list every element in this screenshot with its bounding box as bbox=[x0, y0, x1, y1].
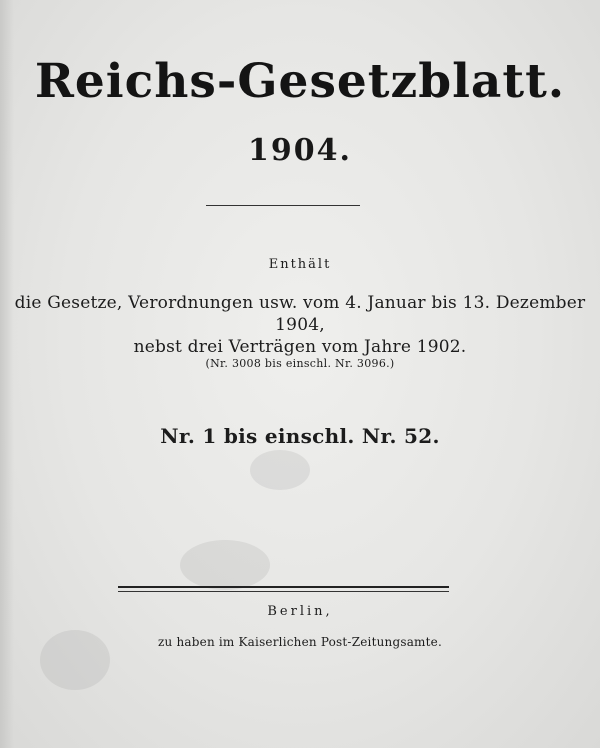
number-range-small: (Nr. 3008 bis einschl. Nr. 3096.) bbox=[205, 357, 395, 370]
contents-line-2: nebst drei Verträgen vom Jahre 1902. bbox=[133, 337, 467, 357]
contains-label: Enthält bbox=[268, 257, 332, 272]
document-title: Reichs-Gesetzblatt. bbox=[34, 54, 566, 109]
contents-description bbox=[0, 292, 600, 358]
paper-stain bbox=[250, 450, 310, 490]
publisher-line: zu haben im Kaiserlichen Post-Zeitungsamte. bbox=[158, 635, 442, 649]
double-divider bbox=[118, 586, 449, 592]
short-divider bbox=[206, 205, 360, 206]
document-year: 1904. bbox=[248, 133, 352, 168]
publication-place: Berlin, bbox=[267, 604, 333, 619]
paper-stain bbox=[180, 540, 270, 590]
number-range-main: Nr. 1 bis einschl. Nr. 52. bbox=[160, 424, 440, 448]
contents-line-1: die Gesetze, Verordnungen usw. vom 4. Januar bis 13. Dezember 1904, bbox=[14, 293, 586, 335]
